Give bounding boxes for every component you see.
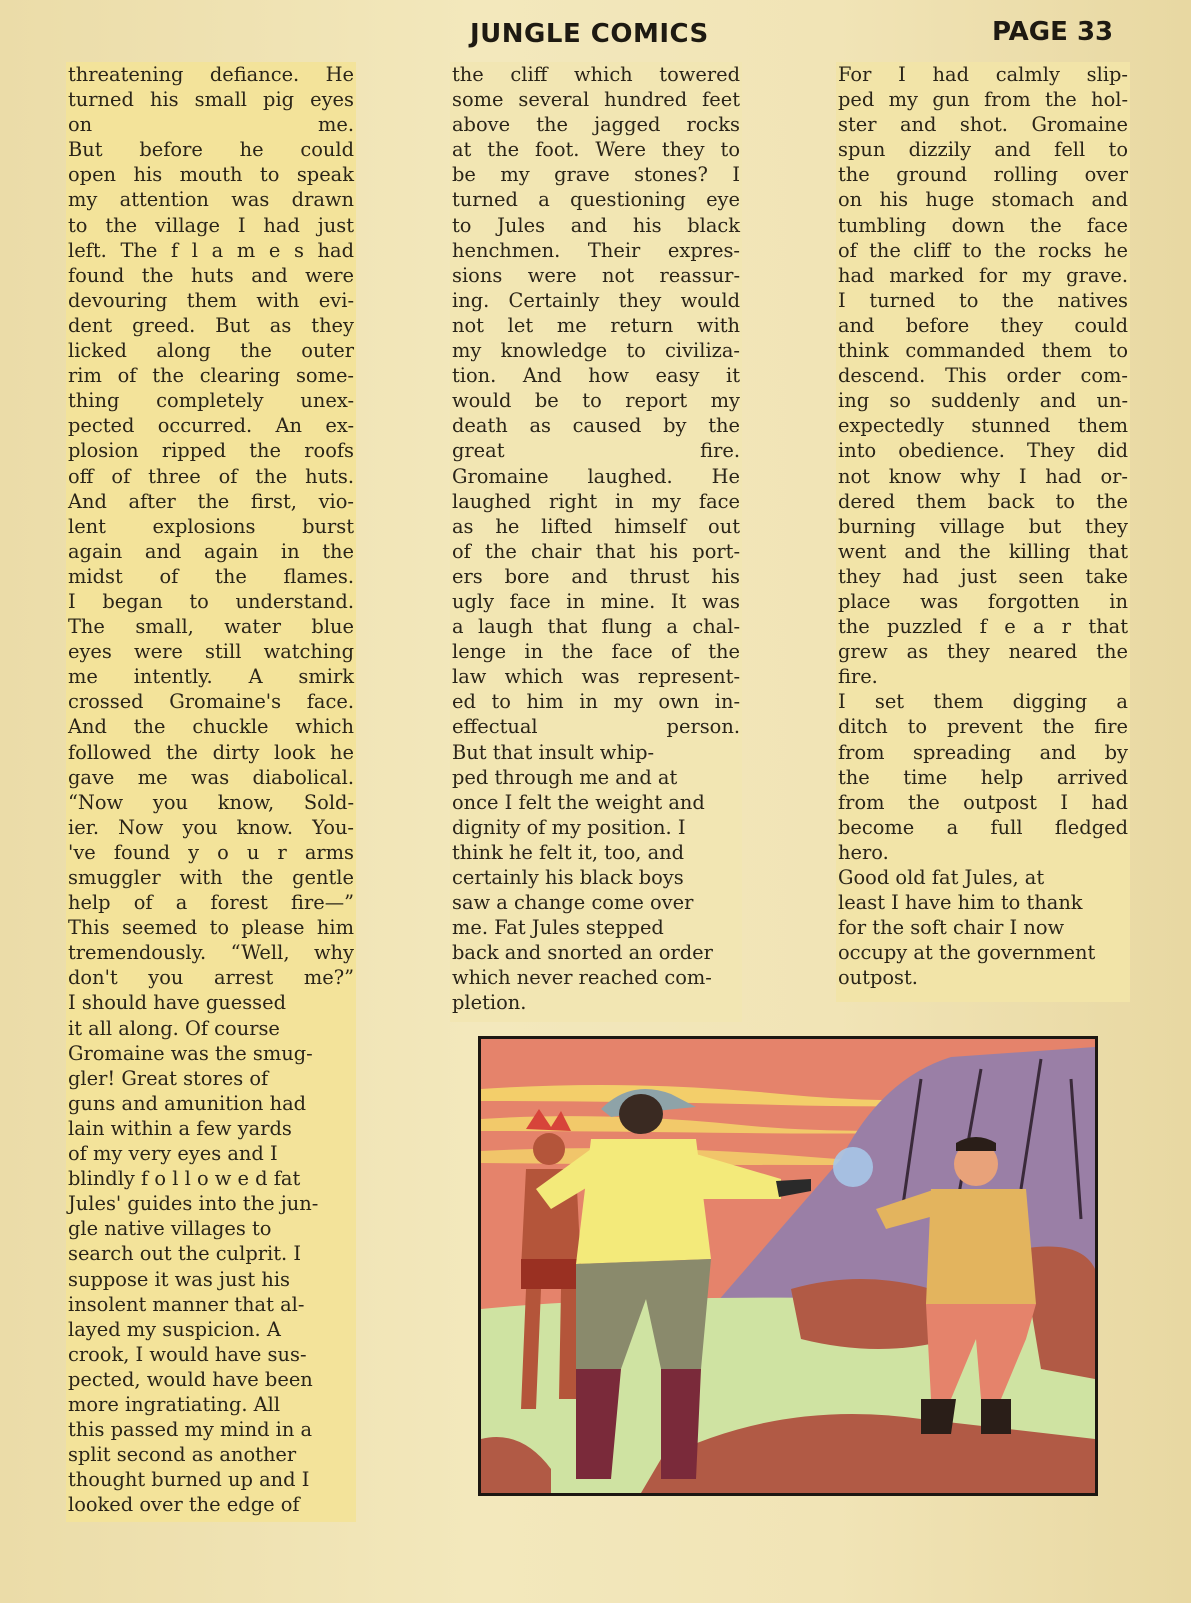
text-column-1 (66, 62, 356, 1522)
comic-illustration-panel (478, 1036, 1098, 1496)
paragraph: “Now you know, Sold- ier. Now you know. You- 've found y o u r arms smuggler with the gentle help of a forest fire—” This seemed to please him tremendously. “Well, why don't you arrest me?” (68, 790, 354, 990)
paragraph: Gromaine laughed. He laughed right in my face as he lifted himself out of the chair that his port- ers bore and thrust his ugly face in mine. It was a laugh that flung a chal- lenge in the face of the law which was represent- ed to him in my own in- effectual person. (452, 464, 740, 739)
paragraph: threatening defiance. He turned his small pig eyes on me. (68, 63, 354, 137)
page-number: PAGE 33 (992, 17, 1114, 47)
paragraph: For I had calmly slip- ped my gun from the hol- ster and shot. Gromaine spun dizzily and fell to the ground rolling over on his huge stomach and tumbling down the face of the cliff to the rocks he had marked for my grave. (838, 63, 1128, 287)
paragraph: I set them digging a ditch to prevent the fire from spreading and by the time help arrived from the outpost I had become a full fledged hero. (838, 690, 1128, 864)
illustration (481, 1039, 1095, 1493)
paragraph: the cliff which towered some several hundred feet above the jagged rocks at the foot. Were they to be my grave stones? I turned a questioning eye to Jules and his black henchmen. Their expres- sions were not reassur- ing. Certainly they would not let me return with my knowledge to civiliza- tion. And how easy it would be to report my death as caused by the great fire. (452, 63, 740, 463)
text-column-3 (836, 62, 1130, 1002)
paragraph: Good old fat Jules, at least I have him to thank for the soft chair I now occupy at the government outpost. (838, 866, 1096, 990)
paragraph: But before he could open his mouth to speak my attention was drawn to the village I had just left. The f l a m e s had found the huts and were devouring them with evi- dent greed. But as they licked along the outer rim of the clearing some- thing completely unex- pected occurred. An ex- plosion ripped the roofs off of three of the huts. And after the first, vio- lent explosions burst again and again in the midst of the flames. (68, 138, 354, 588)
paragraph: But that insult whip- ped through me and at once I felt the weight and dignity of my position. I think he felt it, too, and certainly his black boys saw a change come over me. Fat Jules stepped back and snorted an order which never reached com- pletion. (452, 740, 713, 1015)
magazine-title: JUNGLE COMICS (470, 19, 709, 49)
paragraph: I began to understand. The small, water blue eyes were still watching me intently. A smirk crossed Gromaine's face. And the chuckle which followed the dirty look he gave me was diabolical. (68, 589, 354, 789)
paragraph: I turned to the natives and before they could think commanded them to descend. This order com- ing so suddenly and un- expectedly stunned them into obedience. They did not know why I had or- dered them back to the burning village but they went and the killing that they had just seen take place was forgotten in the puzzled f e a r that grew as they neared the fire. (838, 288, 1128, 689)
text-column-2 (450, 62, 742, 1022)
paragraph: I should have guessed it all along. Of course Gromaine was the smug- gler! Great stores of guns and amunition had lain within a few yards of my very eyes and I blindly f o l l o w e d fat Jules' guides into the jun- gle native villages to search out the culprit. I suppose it was just his insolent manner that al- layed my suspicion. A crook, I would have sus- pected, would have been more ingratiating. All this passed my mind in a split second as another thought burned up and I looked over the edge of (68, 991, 319, 1517)
